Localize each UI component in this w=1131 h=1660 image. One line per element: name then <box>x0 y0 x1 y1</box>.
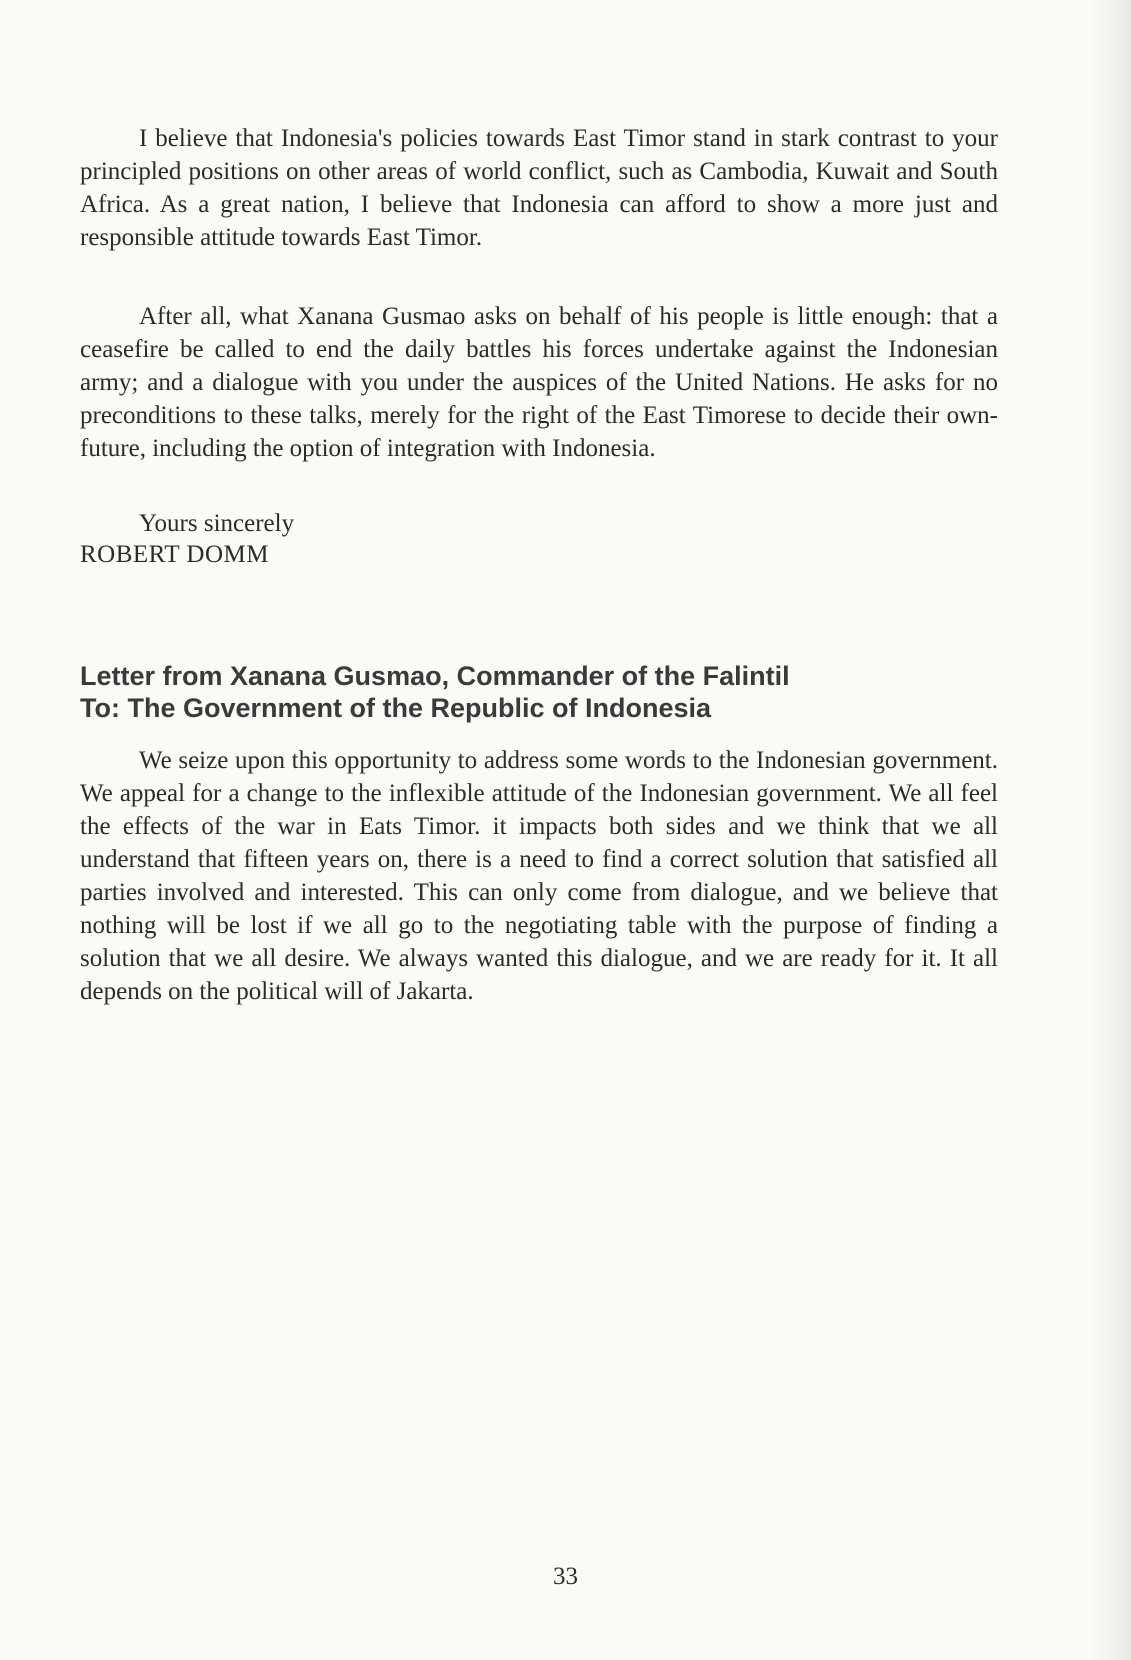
page-number: 33 <box>553 1563 578 1590</box>
letter-2-paragraph-1: We seize upon this opportunity to address some words to the Indonesian government. We appeal for a change to the inflexible attitude of the Indonesian government. We all feel the effects of the war in Eats Timor. it impacts both sides and we think that we all understand that fifteen years on, there is a need to find a correct solution that satisfied all parties involved and interested. This can only come from dialogue, and we believe that nothing will be lost if we all go to the negotiating table with the purpose of finding a solution that we all desire. We always wanted this dialogue, and we are ready for it. It all depends on the political will of Jakarta. <box>80 747 998 1005</box>
letter-1-paragraph-1-block <box>80 122 998 260</box>
letter-2-heading-line-1: Letter from Xanana Gusmao, Commander of the Falintil <box>80 661 790 691</box>
letter-1-paragraph-1: I believe that Indonesia's policies towards East Timor stand in stark contrast to your principled positions on other areas of world conflict, such as Cambodia, Kuwait and South Africa. As a great nation, I believe that Indonesia can afford to show a more just and responsible attitude towards East Timor. <box>80 125 998 251</box>
letter-2-heading-line-2: To: The Government of the Republic of Indonesia <box>80 693 712 723</box>
letter-1-signature: ROBERT DOMM <box>80 541 269 568</box>
page-edge-shadow <box>1091 0 1131 1660</box>
letter-1-paragraph-2-block <box>80 300 998 471</box>
letter-1-paragraph-2: After all, what Xanana Gusmao asks on behalf of his people is little enough: that a ceasefire be called to end the daily battles his forces undertake against the Indonesian army; and a dialogue with you under the auspices of the United Nations. He asks for no preconditions to these talks, merely for the right of the East Timorese to decide their own- future, including the option of integration with Indonesia. <box>80 303 998 462</box>
letter-1-closing: Yours sincerely <box>139 510 295 537</box>
letter-2-body <box>80 744 998 1014</box>
